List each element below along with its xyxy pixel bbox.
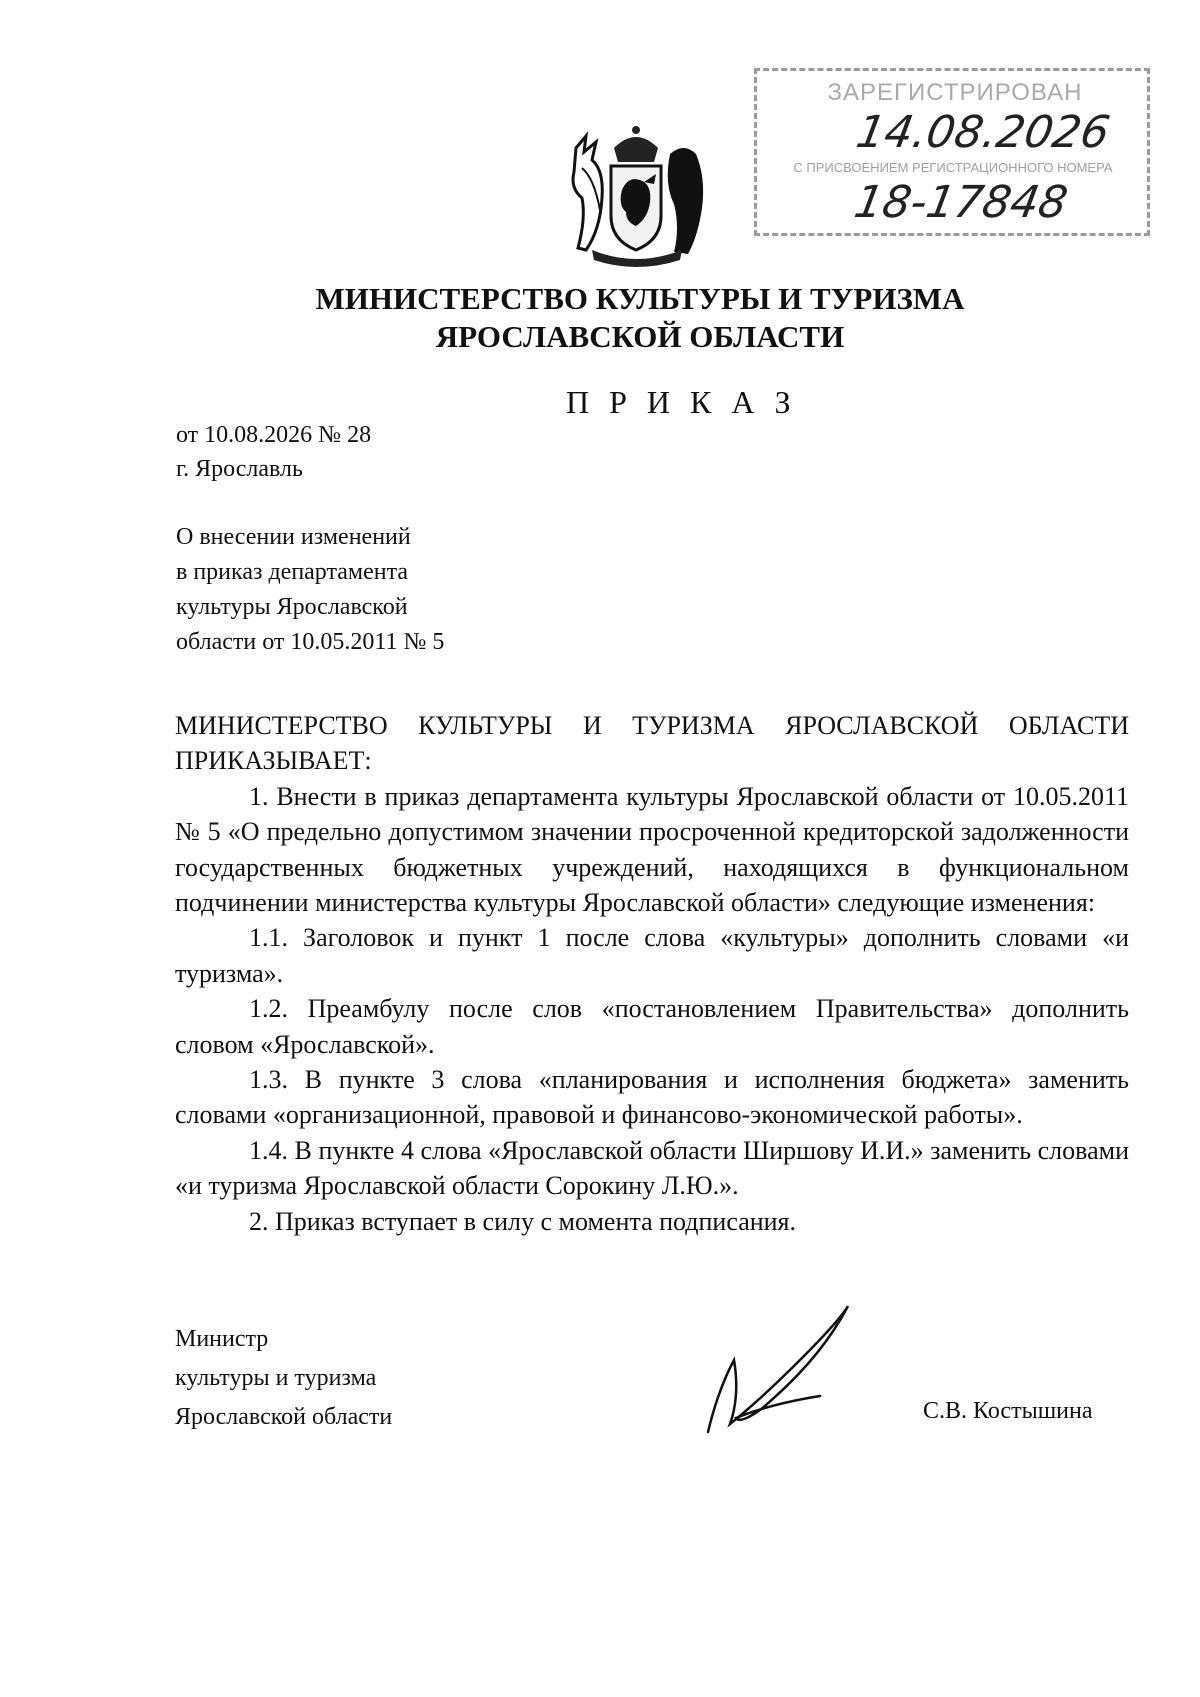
signatory-position xyxy=(175,1320,392,1437)
coat-of-arms-emblem xyxy=(556,118,716,268)
subject-line: в приказ департамента xyxy=(176,559,409,585)
subject-line: О внесении изменений xyxy=(176,524,411,550)
subject-line: культуры Ярославской xyxy=(176,594,408,620)
stamp-registration-number: 18-17848 xyxy=(850,177,1072,228)
body-item-1-4: 1.4. В пункте 4 слова «Ярославской области Ширшову И.И.» заменить словами «и туризма Ярославской области Сорокину Л.Ю.». xyxy=(175,1135,1129,1201)
registration-stamp xyxy=(754,68,1150,236)
ministry-name-line1: МИНИСТЕРСТВО КУЛЬТУРЫ И ТУРИЗМА xyxy=(315,281,965,316)
body-item-1: 1. Внести в приказ департамента культуры Ярославской области от 10.05.2011 № 5 «О предельно допустимом значении просроченной кредиторской задолженности государственных бюджетных учреждений, находящихся в функциональном подчинении министерства культуры Ярославской области» следующие изменения: xyxy=(175,781,1129,918)
signatory-position-line: культуры и туризма xyxy=(175,1365,377,1391)
signatory-position-line: Министр xyxy=(175,1326,269,1352)
order-body xyxy=(175,708,1129,1239)
order-date-number: от 10.08.2026 № 28 xyxy=(176,422,372,448)
order-subject xyxy=(176,520,444,660)
order-title: П Р И К А З xyxy=(566,384,797,420)
body-item-1-3: 1.3. В пункте 3 слова «планирования и исполнения бюджета» заменить словами «организационной, правовой и финансово-экономической работы». xyxy=(175,1065,1129,1130)
stamp-date: 14.08.2026 xyxy=(852,107,1114,158)
body-item-1-1: 1.1. Заголовок и пункт 1 после слова «культуры» дополнить словами «и туризма». xyxy=(175,923,1129,988)
order-city: г. Ярославль xyxy=(176,456,303,482)
handwritten-signature xyxy=(700,1300,860,1440)
body-item-2: 2. Приказ вступает в силу с момента подписания. xyxy=(249,1206,797,1236)
stamp-registered-label: ЗАРЕГИСТРИРОВАН xyxy=(827,79,1083,106)
stamp-assign-label: С ПРИСВОЕНИЕМ РЕГИСТРАЦИОННОГО НОМЕРА xyxy=(763,160,1143,175)
signatory-position-line: Ярославской области xyxy=(175,1404,393,1430)
body-preamble: МИНИСТЕРСТВО КУЛЬТУРЫ И ТУРИЗМА ЯРОСЛАВСКОЙ ОБЛАСТИ ПРИКАЗЫВАЕТ: xyxy=(175,711,1129,776)
subject-line: области от 10.05.2011 № 5 xyxy=(176,629,445,655)
signatory-name: С.В. Костышина xyxy=(923,1398,1093,1424)
body-item-1-2: 1.2. Преамбулу после слов «постановлением Правительства» дополнить словом «Ярославской». xyxy=(175,994,1129,1059)
ministry-header xyxy=(160,280,1120,356)
ministry-name-line2: ЯРОСЛАВСКОЙ ОБЛАСТИ xyxy=(435,319,845,354)
